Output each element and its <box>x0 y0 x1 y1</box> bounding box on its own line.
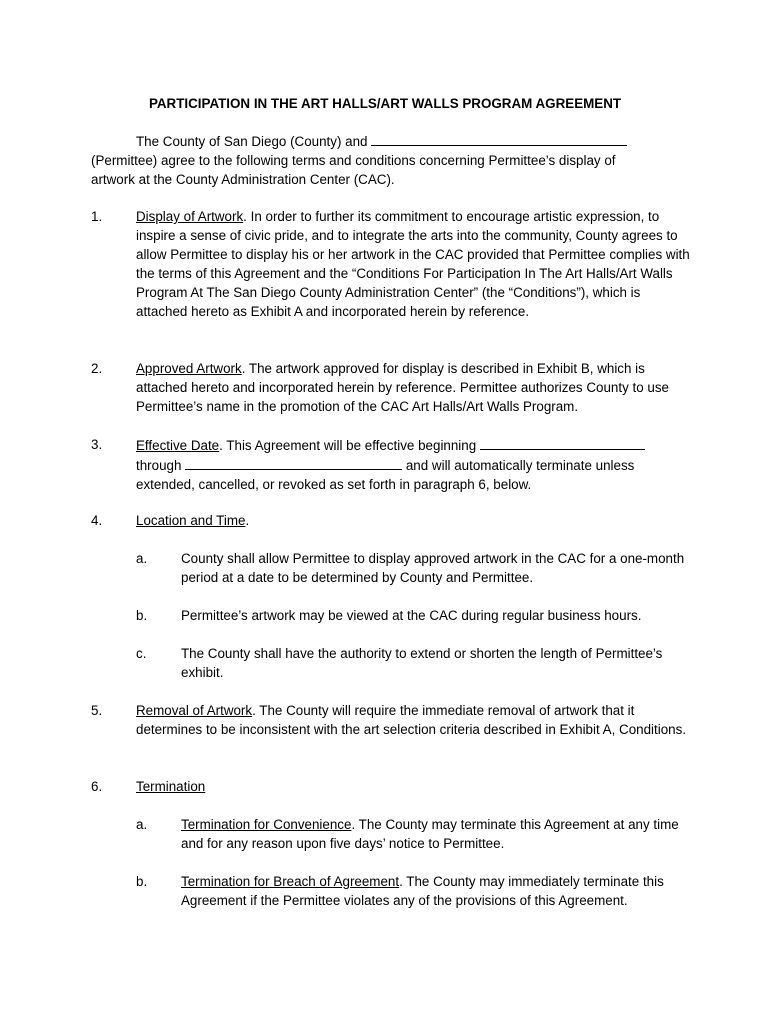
subsection-number: b. <box>136 608 148 623</box>
section-heading: Location and Time <box>136 513 246 528</box>
section-text: . The County will require the immediate removal of artwork that it determines to be inconsistent with the art selection criteria described in Exhibit A, Conditions. <box>136 703 687 737</box>
subsection-number: b. <box>136 874 148 889</box>
subsection-number: a. <box>136 817 148 832</box>
section-3 <box>91 435 691 494</box>
intro-text-3: artwork at the County Administration Center (CAC). <box>91 172 395 187</box>
subsection-number: c. <box>136 646 147 661</box>
section-2 <box>91 359 691 416</box>
end-date-blank[interactable] <box>185 455 402 470</box>
permittee-name-blank[interactable] <box>371 131 627 146</box>
start-date-blank[interactable] <box>480 435 645 450</box>
subsection-text: Permittee’s artwork may be viewed at the CAC during regular business hours. <box>181 608 642 623</box>
section-number: 6. <box>91 779 103 794</box>
subsection-text: . The County may immediately terminate this Agreement if the Permittee violates any of the provisions of this Agreement. <box>181 874 664 908</box>
section-5 <box>91 701 691 739</box>
section-6b <box>136 872 696 910</box>
section-heading: Removal of Artwork <box>136 703 253 718</box>
section-4b <box>136 606 696 625</box>
subsection-text: The County shall have the authority to extend or shorten the length of Permittee’s exhibit. <box>181 646 663 680</box>
intro-text-2: (Permittee) agree to the following terms and conditions concerning Permittee’s display of <box>91 153 616 168</box>
subsection-heading: Termination for Breach of Agreement <box>181 874 400 889</box>
section-text: . In order to further its commitment to encourage artistic expression, to inspire a sense of civic pride, and to integrate the arts into the community, County agrees to allow Permittee to display his or her artwork in the CAC provided that Permittee complies with the terms of this Agreement and the “Conditions For Participation In The Art Halls/Art Walls Program At The San Diego County Administration Center” (the “Conditions”), which is attached hereto as Exhibit A and incorporated herein by reference. <box>136 209 690 319</box>
subsection-heading: Termination for Convenience <box>181 817 352 832</box>
section-1 <box>91 207 691 321</box>
section-number: 3. <box>91 437 103 452</box>
section-number: 1. <box>91 209 103 224</box>
section-text: . <box>245 513 250 528</box>
section-heading: Display of Artwork <box>136 209 244 224</box>
subsection-text: County shall allow Permittee to display approved artwork in the CAC for a one-month period at a date to be determined by County and Permittee. <box>181 551 685 585</box>
section-text: through <box>136 458 186 473</box>
section-heading: Approved Artwork <box>136 361 242 376</box>
section-number: 4. <box>91 513 103 528</box>
section-6 <box>91 777 691 796</box>
section-6a <box>136 815 696 853</box>
section-4 <box>91 511 691 530</box>
intro-text-1: The County of San Diego (County) and <box>136 134 372 149</box>
subsection-text: . The County may terminate this Agreement at any time and for any reason upon five days’ notice to Permittee. <box>181 817 679 851</box>
section-heading: Termination <box>136 779 206 794</box>
section-text: . The artwork approved for display is described in Exhibit B, which is attached hereto and incorporated herein by reference. Permittee authorizes County to use Permittee’s name in the promotion of the CAC Art Halls/Art Walls Program. <box>136 361 669 414</box>
document-title: PARTICIPATION IN THE ART HALLS/ART WALLS PROGRAM AGREEMENT <box>148 96 622 111</box>
subsection-number: a. <box>136 551 148 566</box>
section-4a <box>136 549 696 587</box>
section-text: extended, cancelled, or revoked as set forth in paragraph 6, below. <box>136 477 532 492</box>
section-text: and will automatically terminate unless <box>402 458 635 473</box>
section-4c <box>136 644 696 682</box>
section-text: . This Agreement will be effective beginning <box>219 438 480 453</box>
section-number: 5. <box>91 703 103 718</box>
intro-paragraph <box>91 131 691 189</box>
section-number: 2. <box>91 361 103 376</box>
section-heading: Effective Date <box>136 438 220 453</box>
